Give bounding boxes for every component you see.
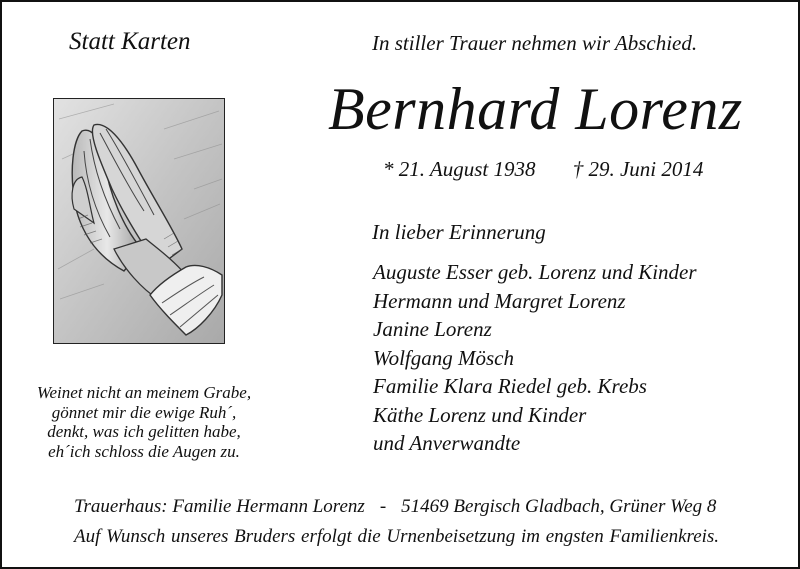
poem-line: Weinet nicht an meinem Grabe, — [36, 383, 252, 402]
intro-text: In stiller Trauer nehmen wir Abschied. — [372, 31, 698, 55]
mourner-item: Auguste Esser geb. Lorenz und Kinder — [373, 260, 697, 284]
burial-notice: Auf Wunsch unseres Bruders erfolgt die Urnenbeisetzung im engsten Familienkreis. — [74, 526, 720, 547]
praying-hands-picture — [53, 98, 225, 344]
statt-karten-label: Statt Karten — [69, 28, 191, 55]
trauerhaus-name: Trauerhaus: Familie Hermann Lorenz — [74, 496, 365, 517]
trauerhaus-line — [74, 496, 716, 518]
poem — [24, 383, 264, 461]
memory-label: In lieber Erinnerung — [372, 220, 546, 244]
mourner-item: Hermann und Margret Lorenz — [373, 288, 626, 313]
mourner-item: und Anverwandte — [373, 431, 521, 455]
birth-date: * 21. August 1938 — [383, 157, 536, 181]
mourner-item: Familie Klara Riedel geb. Krebs — [373, 374, 647, 398]
mourner-item: Wolfgang Mösch — [373, 345, 514, 370]
deceased-name: Bernhard Lorenz — [328, 76, 743, 142]
poem-line: denkt, was ich gelitten habe, — [47, 422, 241, 441]
death-date: † 29. Juni 2014 — [572, 157, 704, 181]
praying-hands-icon — [54, 99, 224, 343]
poem-line: eh´ich schloss die Augen zu. — [48, 441, 240, 461]
life-dates — [383, 157, 703, 182]
trauerhaus-address: 51469 Bergisch Gladbach, Grüner Weg 8 — [401, 496, 717, 517]
address-separator: - — [379, 496, 387, 517]
mourners-list — [373, 258, 697, 458]
mourner-item: Janine Lorenz — [373, 317, 492, 341]
mourner-item: Käthe Lorenz und Kinder — [373, 402, 587, 427]
poem-line: gönnet mir die ewige Ruh´, — [51, 402, 237, 422]
